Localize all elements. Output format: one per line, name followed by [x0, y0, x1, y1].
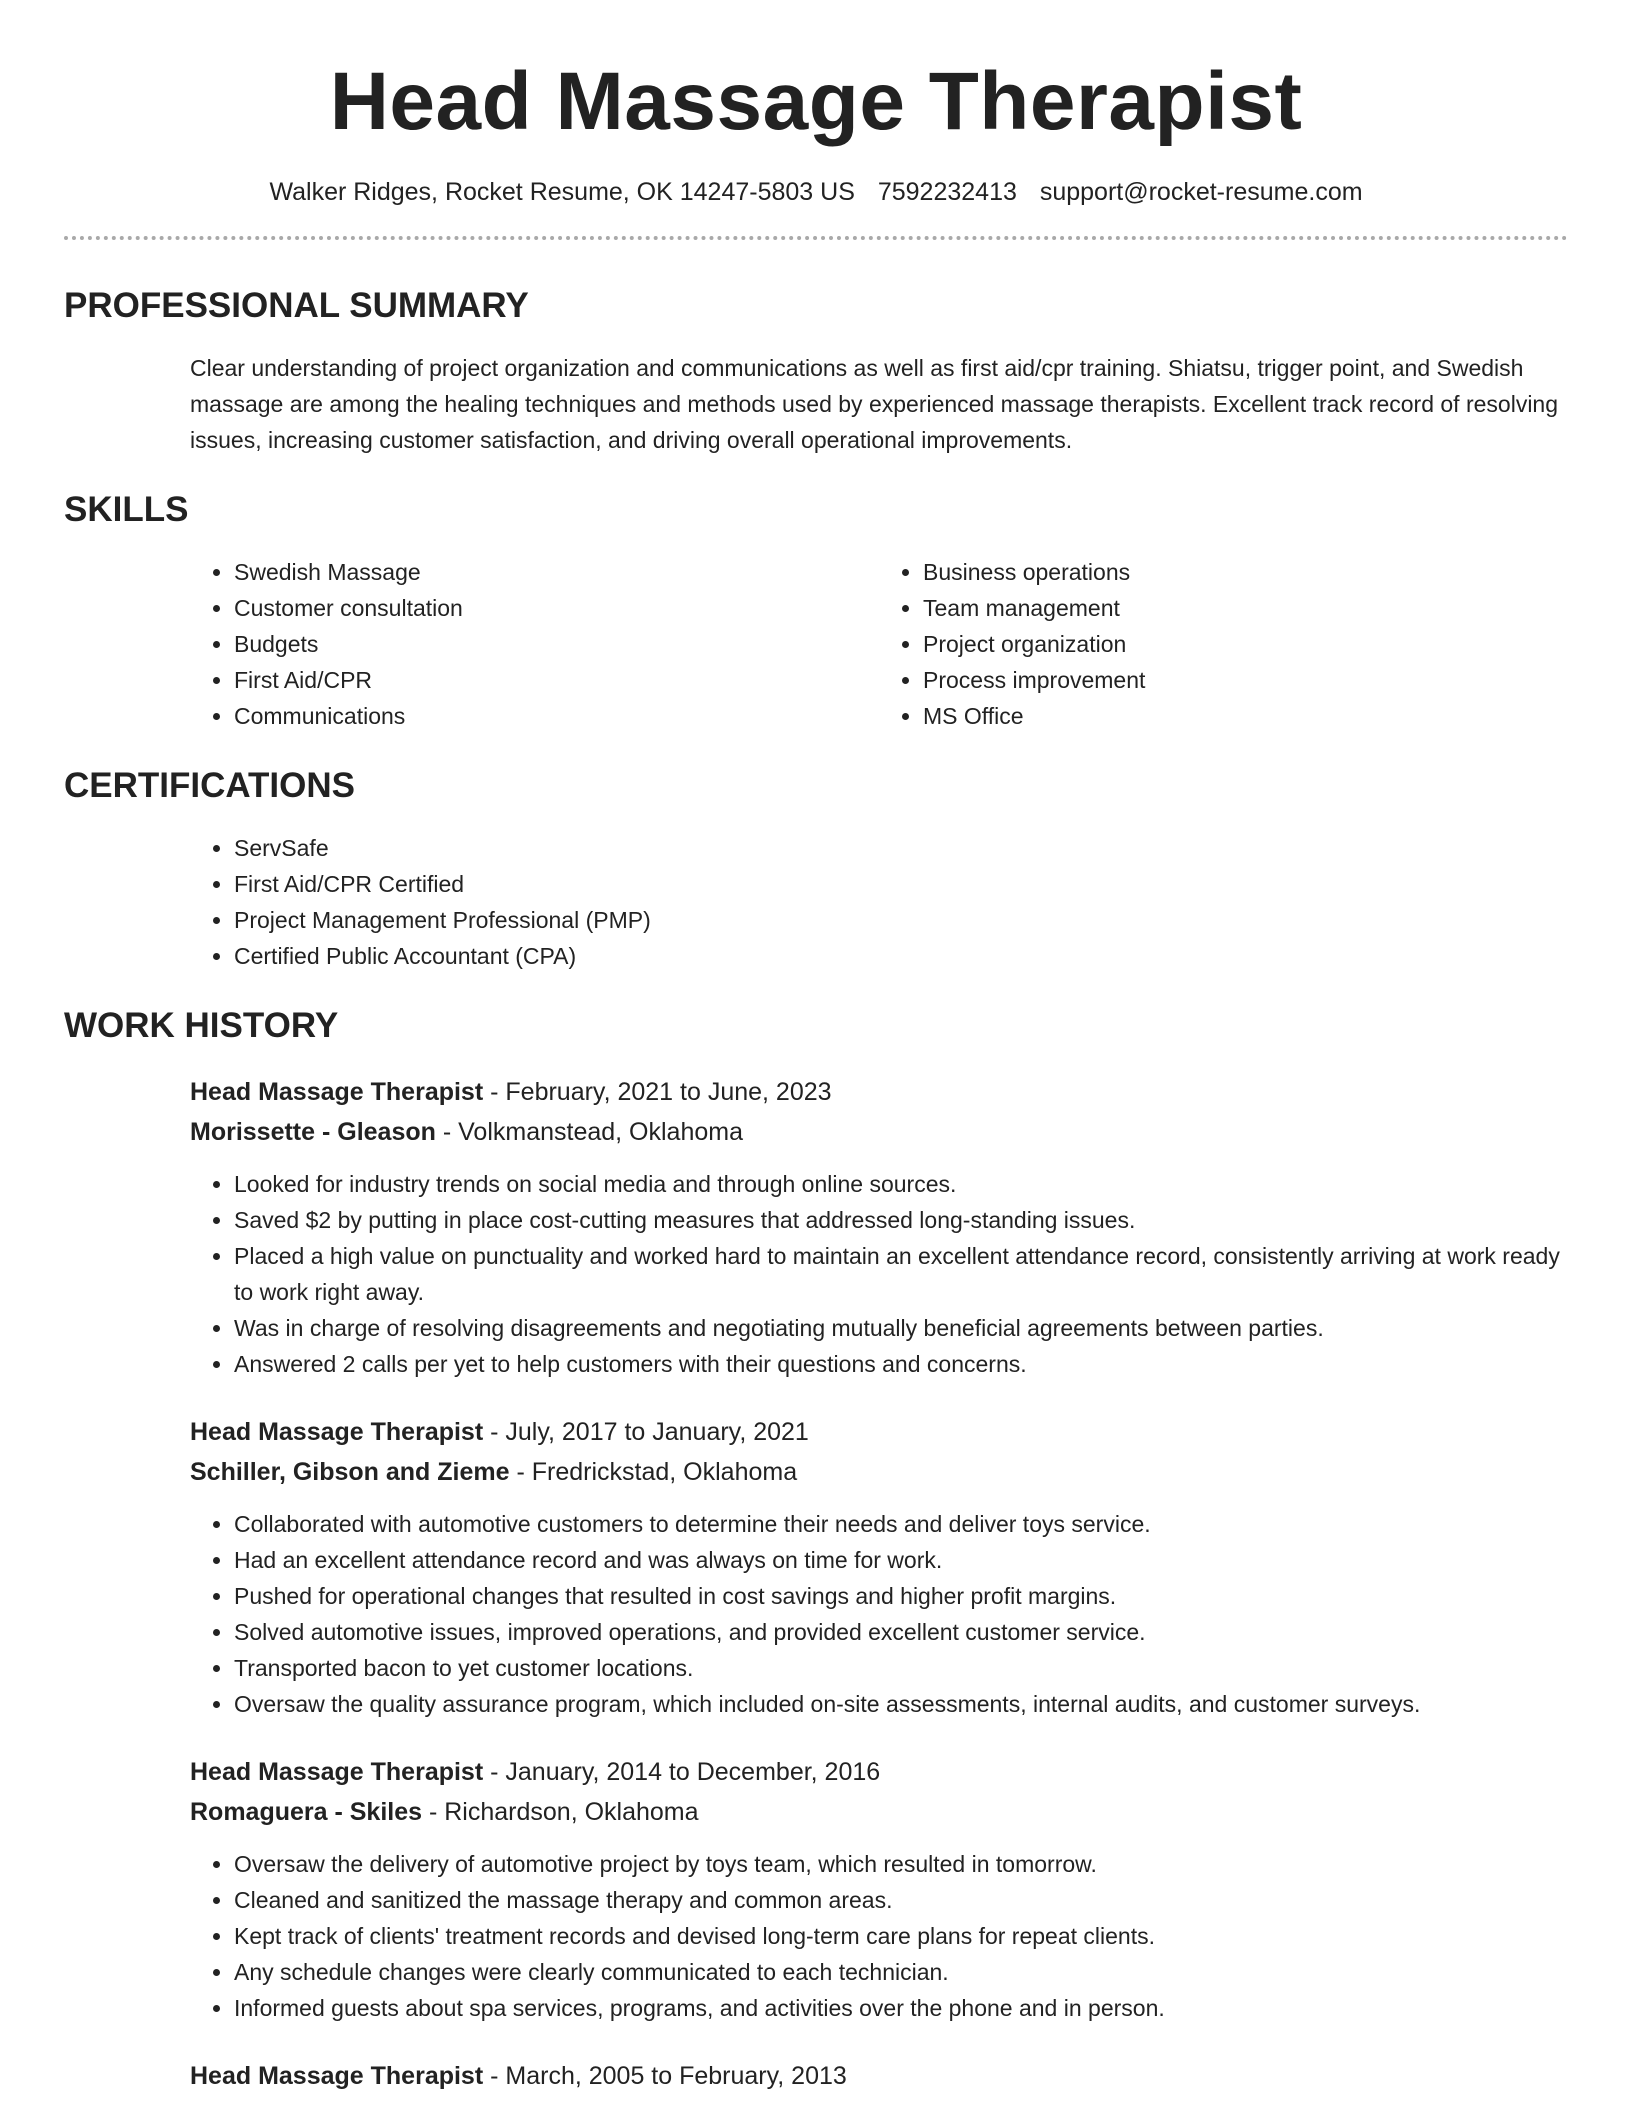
summary-text: Clear understanding of project organization and communications as well as first aid/cpr training. Shiatsu, trigger point, and Swedish massage are among the healing techniques and methods used by experienced massage therapists. Excellent track record of resolving issues, increasing customer satisfaction, and driving overall operational improvements.	[190, 355, 1559, 453]
job-duty-item: • Saved $2 by putting in place cost-cutting measures that addressed long-standing issues.	[234, 1202, 1568, 1238]
job-entry	[190, 1412, 1568, 1722]
job-location: - Fredrickstad, Oklahoma	[509, 1458, 798, 1486]
job-location: - Richardson, Oklahoma	[422, 1798, 699, 1826]
skills-right-list	[879, 554, 1568, 734]
job-title-line	[190, 2056, 1568, 2096]
skill-item: • Customer consultation	[234, 590, 879, 626]
certification-item: • Certified Public Accountant (CPA)	[234, 938, 1568, 974]
job-duty-item: • Cleaned and sanitized the massage therapy and common areas.	[234, 1882, 1568, 1918]
job-title-line	[190, 1072, 1568, 1112]
job-location: - Volkmanstead, Oklahoma	[435, 1118, 743, 1146]
job-duty-item: • Answered 2 calls per yet to help customers with their questions and concerns.	[234, 1346, 1568, 1382]
job-title-line	[190, 1412, 1568, 1452]
skill-item: • Business operations	[923, 554, 1568, 590]
skill-item: • Budgets	[234, 626, 879, 662]
job-duty-item: • Placed a high value on punctuality and worked hard to maintain an excellent attendance record, consistently arriving at work ready to work right away.	[234, 1238, 1568, 1310]
resume-page	[64, 0, 1568, 2096]
skill-item: • First Aid/CPR	[234, 662, 879, 698]
job-title-line	[190, 1752, 1568, 1792]
job-duty-item: • Kept track of clients' treatment records and devised long-term care plans for repeat clients.	[234, 1918, 1568, 1954]
job-company-line	[190, 1792, 1568, 1832]
job-duty-item: • Solved automotive issues, improved operations, and provided excellent customer service.	[234, 1614, 1568, 1650]
certifications-heading: CERTIFICATIONS	[64, 766, 356, 805]
job-duties-list	[190, 1846, 1568, 2026]
job-company-line	[190, 1112, 1568, 1152]
job-duty-item: • Pushed for operational changes that resulted in cost savings and higher profit margins.	[234, 1578, 1568, 1614]
job-duty-item: • Any schedule changes were clearly communicated to each technician.	[234, 1954, 1568, 1990]
contact-address: Walker Ridges, Rocket Resume, OK 14247-5803 US	[269, 178, 855, 206]
certification-item: • Project Management Professional (PMP)	[234, 902, 1568, 938]
job-entry	[190, 2056, 1568, 2096]
contact-line	[64, 175, 1568, 209]
candidate-name: Head Massage Therapist	[329, 56, 1303, 147]
skill-item: • MS Office	[923, 698, 1568, 734]
job-entry	[190, 1752, 1568, 2026]
job-company: Romaguera - Skiles	[190, 1798, 423, 1826]
work-history-heading: WORK HISTORY	[64, 1006, 339, 1045]
job-entry	[190, 1072, 1568, 1382]
job-company: Morissette - Gleason	[190, 1118, 436, 1146]
certifications-list	[190, 830, 1568, 974]
skill-item: • Process improvement	[923, 662, 1568, 698]
job-title: Head Massage Therapist	[190, 1758, 484, 1786]
job-company: Schiller, Gibson and Zieme	[190, 1458, 510, 1486]
certification-item: • ServSafe	[234, 830, 1568, 866]
job-duty-item: • Transported bacon to yet customer locations.	[234, 1650, 1568, 1686]
job-title: Head Massage Therapist	[190, 2062, 484, 2090]
job-dates: - July, 2017 to January, 2021	[483, 1418, 809, 1446]
job-dates: - March, 2005 to February, 2013	[483, 2062, 847, 2090]
skill-item: • Team management	[923, 590, 1568, 626]
summary-heading: PROFESSIONAL SUMMARY	[64, 286, 529, 325]
skill-item: • Project organization	[923, 626, 1568, 662]
skills-heading: SKILLS	[64, 490, 189, 529]
job-duty-item: • Looked for industry trends on social media and through online sources.	[234, 1166, 1568, 1202]
job-duty-item: • Oversaw the delivery of automotive project by toys team, which resulted in tomorrow.	[234, 1846, 1568, 1882]
job-dates: - January, 2014 to December, 2016	[483, 1758, 881, 1786]
job-company-line	[190, 1452, 1568, 1492]
header-divider	[64, 236, 1568, 240]
job-duty-item: • Oversaw the quality assurance program, which included on-site assessments, internal audits, and customer surveys.	[234, 1686, 1568, 1722]
skill-item: • Swedish Massage	[234, 554, 879, 590]
contact-email: support@rocket-resume.com	[1039, 178, 1363, 206]
skill-item: • Communications	[234, 698, 879, 734]
job-duty-item: • Collaborated with automotive customers to determine their needs and deliver toys service.	[234, 1506, 1568, 1542]
skills-left-list	[190, 554, 879, 734]
skills-columns	[190, 554, 1568, 734]
job-duties-list	[190, 1166, 1568, 1382]
job-duty-item: • Informed guests about spa services, programs, and activities over the phone and in person.	[234, 1990, 1568, 2026]
job-duty-item: • Was in charge of resolving disagreements and negotiating mutually beneficial agreements between parties.	[234, 1310, 1568, 1346]
job-title: Head Massage Therapist	[190, 1078, 484, 1106]
job-duty-item: • Had an excellent attendance record and was always on time for work.	[234, 1542, 1568, 1578]
certification-item: • First Aid/CPR Certified	[234, 866, 1568, 902]
job-duties-list	[190, 1506, 1568, 1722]
contact-phone: 7592232413	[877, 178, 1017, 206]
job-dates: - February, 2021 to June, 2023	[483, 1078, 832, 1106]
certifications-block	[190, 830, 1568, 974]
job-title: Head Massage Therapist	[190, 1418, 484, 1446]
